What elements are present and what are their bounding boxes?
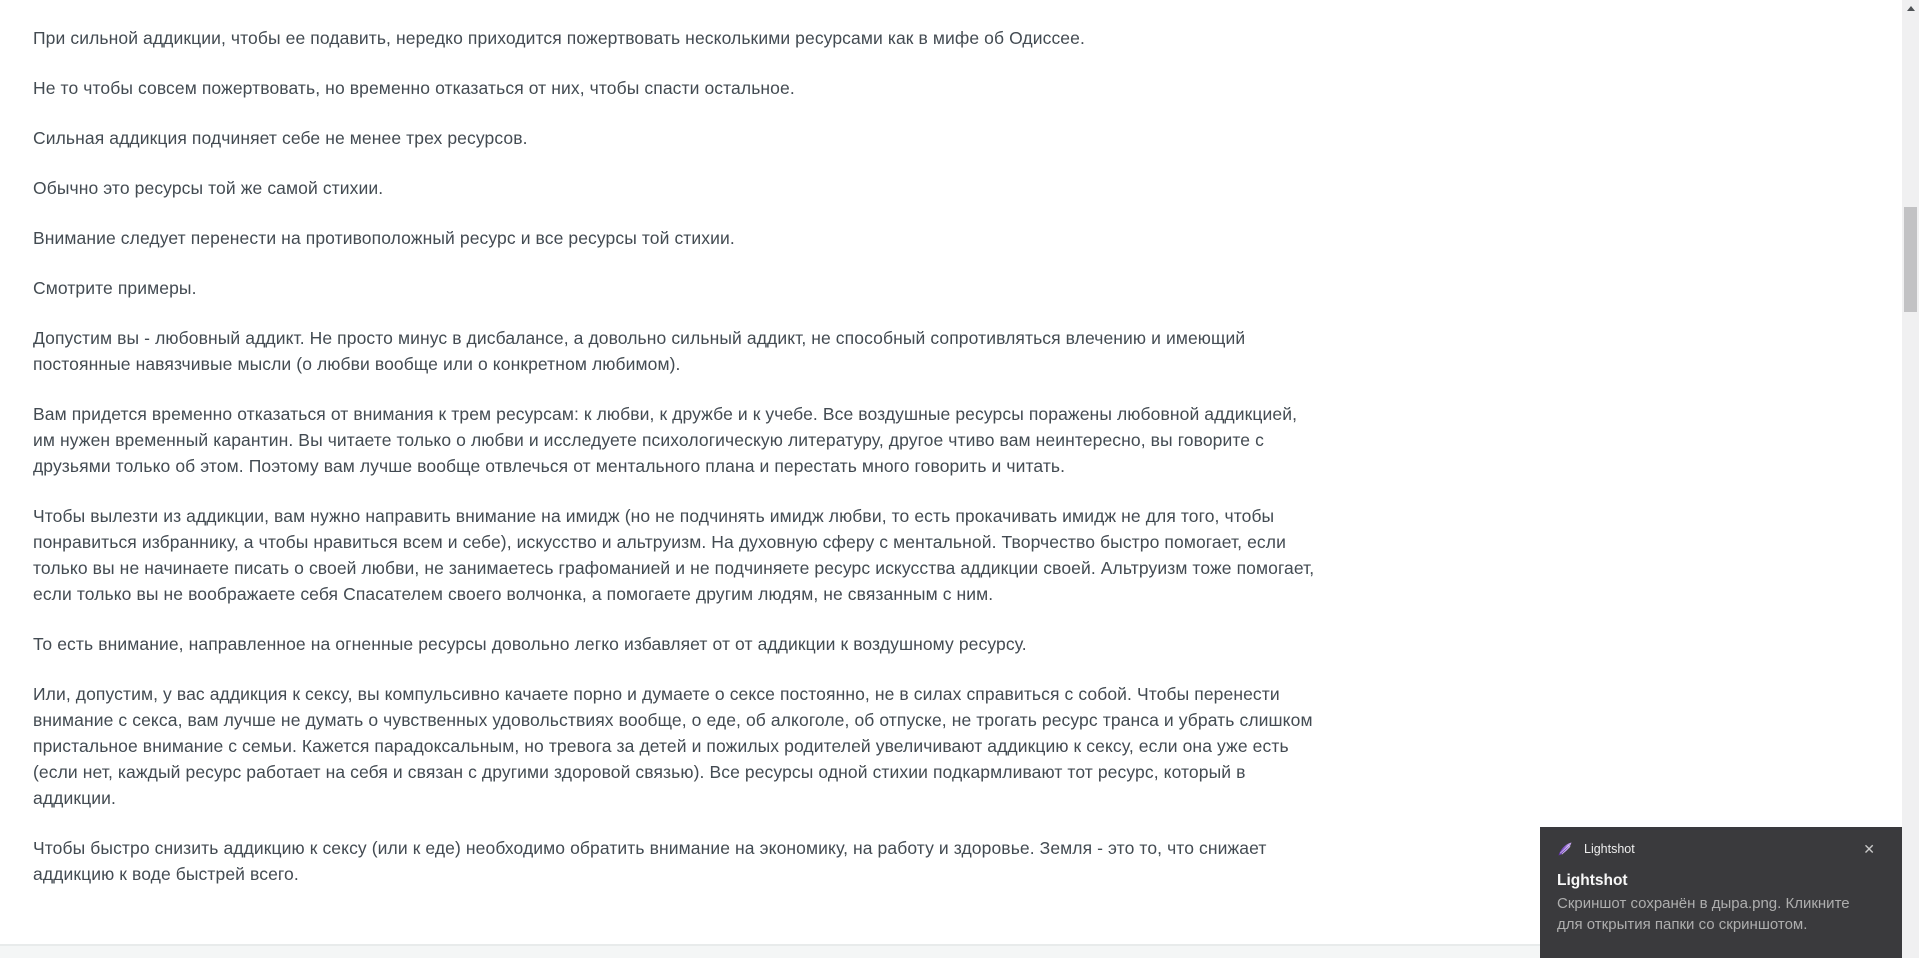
- paragraph: При сильной аддикции, чтобы ее подавить, нередко приходится пожертвовать несколькими ресурсами как в мифе об Одиссее.: [33, 28, 1085, 48]
- paragraph: Чтобы быстро снизить аддикцию к сексу (или к еде) необходимо обратить внимание на экономику, на работу и здоровье. Земля - это то, что снижает аддикцию к воде быстрей всего.: [33, 838, 1267, 884]
- paragraph: Сильная аддикция подчиняет себе не менее трех ресурсов.: [33, 128, 528, 148]
- paragraph: Внимание следует перенести на противоположный ресурс и все ресурсы той стихии.: [33, 228, 735, 248]
- paragraph: Или, допустим, у вас аддикция к сексу, вы компульсивно качаете порно и думаете о сексе постоянно, не в силах справиться с собой. Чтобы перенести внимание с секса, вам лучше не думать о чувственных удовольствиях вообще, о еде, об алкоголе, об отпуске, не трогать ресурс транса и убрать слишком пристальное внимание с семьи. Кажется парадоксальным, но тревога за детей и пожилых родителей увеличивают аддикцию к сексу, если она уже есть (если нет, каждый ресурс работает на себя и связан с другими здоровой связью). Все ресурсы одной стихии подкармливают тот ресурс, который в аддикции.: [33, 684, 1313, 808]
- lightshot-feather-icon: [1557, 841, 1573, 857]
- paragraph: То есть внимание, направленное на огненные ресурсы довольно легко избавляет от от аддикции к воздушному ресурсу.: [33, 634, 1027, 654]
- notification-app-name: Lightshot: [1584, 842, 1635, 856]
- paragraph: Смотрите примеры.: [33, 278, 197, 298]
- arrow-up-icon: [1907, 6, 1915, 11]
- paragraph: Вам придется временно отказаться от внимания к трем ресурсам: к любви, к дружбе и к учебе. Все воздушные ресурсы поражены любовной аддикцией, им нужен временный карантин. Вы читаете только о любви и исследуете психологическую литературу, другое чтиво вам неинтересно, вы говорите с друзьями только об этом. Поэтому вам лучше вообще отвлечься от ментального плана и перестать много говорить и читать.: [33, 404, 1298, 476]
- notification-message: Скриншот сохранён в дыра.png. Кликните для открытия папки со скриншотом.: [1557, 895, 1850, 933]
- article-body: [33, 25, 1319, 911]
- close-icon[interactable]: ✕: [1863, 841, 1875, 857]
- notification-title: Lightshot: [1557, 872, 1628, 889]
- lightshot-notification[interactable]: [1540, 827, 1903, 958]
- scrollbar-up-button[interactable]: [1902, 0, 1919, 17]
- paragraph: Допустим вы - любовный аддикт. Не просто минус в дисбалансе, а довольно сильный аддикт, не способный сопротивляться влечению и имеющий постоянные навязчивые мысли (о любви вообще или о конкретном любимом).: [33, 328, 1246, 374]
- notification-header: [1540, 827, 1903, 857]
- paragraph: Чтобы вылезти из аддикции, вам нужно направить внимание на имидж (но не подчинять имидж любви, то есть прокачивать имидж не для того, чтобы понравиться избраннику, а чтобы нравиться всем и себе), искусство и альтруизм. На духовную сферу с ментальной. Творчество быстро помогает, если только вы не начинаете писать о своей любви, не занимаетесь графоманией и не подчиняете ресурс искусства аддикции своей. Альтруизм тоже помогает, если только вы не воображаете себя Спасателем своего волчонка, а помогаете другим людям, не связанным с ним.: [33, 506, 1315, 604]
- paragraph: Обычно это ресурсы той же самой стихии.: [33, 178, 384, 198]
- scrollbar-thumb[interactable]: [1904, 207, 1917, 312]
- paragraph: Не то чтобы совсем пожертвовать, но временно отказаться от них, чтобы спасти остальное.: [33, 78, 795, 98]
- vertical-scrollbar[interactable]: [1902, 0, 1919, 958]
